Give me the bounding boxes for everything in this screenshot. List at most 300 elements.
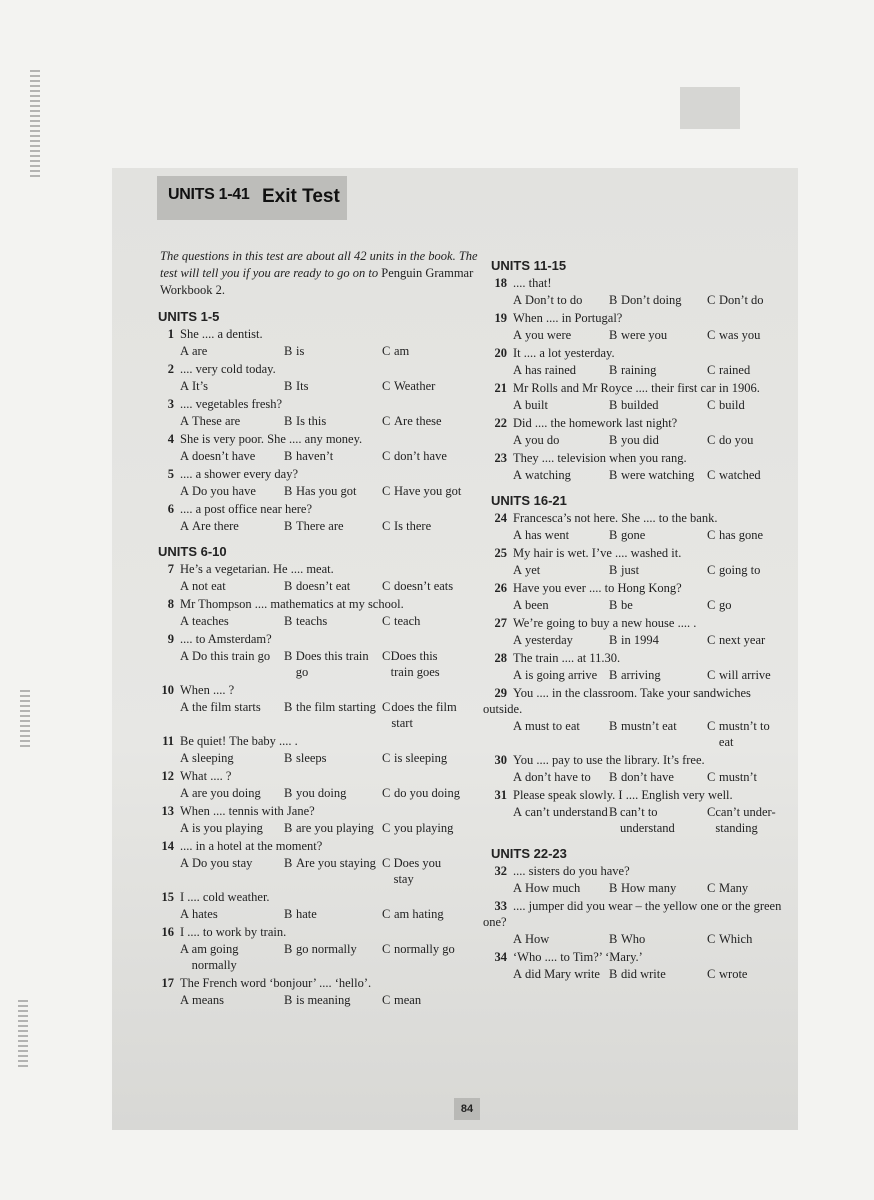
option-b	[284, 648, 382, 680]
question-text: We’re going to buy a new house .... .	[513, 616, 697, 630]
question-text: They .... television when you rang.	[513, 451, 687, 465]
option-a	[513, 667, 609, 683]
intro-italic: The questions in this test are about all 42 units in the book. The test will tell you if you are ready to go on to	[160, 249, 478, 280]
question	[483, 650, 793, 666]
option-text: don’t have to	[525, 770, 591, 784]
option-a	[513, 527, 609, 543]
option-letter: B	[284, 786, 293, 800]
question	[150, 631, 480, 647]
option-a	[180, 578, 284, 594]
option-a	[513, 397, 609, 413]
question-number: 32	[494, 864, 507, 878]
question	[483, 949, 793, 965]
answer-options	[180, 820, 480, 836]
answer-options	[513, 880, 793, 896]
question-number: 3	[167, 397, 174, 411]
option-letter: A	[513, 293, 523, 307]
option-b	[609, 527, 707, 543]
option-text: don’t have	[394, 449, 447, 463]
option-text: How much	[525, 881, 581, 895]
question-text: .... jumper did you wear – the yellow one or the green one?	[483, 899, 782, 929]
option-text: am going normally	[191, 942, 239, 972]
option-letter: A	[180, 484, 190, 498]
option-letter: B	[609, 468, 618, 482]
option-letter: C	[382, 786, 391, 800]
option-text: rained	[719, 363, 751, 377]
question-number: 20	[494, 346, 507, 360]
page-number: 84	[454, 1098, 480, 1120]
option-text: just	[621, 563, 640, 577]
answer-options	[513, 467, 793, 483]
option-letter: B	[284, 579, 293, 593]
option-a	[180, 378, 284, 394]
option-c	[382, 750, 462, 766]
option-b	[609, 667, 707, 683]
option-letter: B	[609, 528, 618, 542]
option-a	[180, 906, 284, 922]
option-b	[284, 578, 382, 594]
answer-options	[180, 378, 480, 394]
question	[150, 361, 480, 377]
option-letter: C	[382, 614, 391, 628]
option-b	[609, 931, 707, 947]
option-text: Its	[296, 379, 309, 393]
option-text: were watching	[621, 468, 695, 482]
option-b	[284, 820, 382, 836]
unit-heading: UNITS 11-15	[491, 258, 567, 273]
option-c	[707, 432, 787, 448]
option-letter: A	[180, 344, 190, 358]
binder-marks-top	[30, 70, 40, 180]
option-c	[707, 362, 787, 378]
option-a	[513, 432, 609, 448]
option-letter: A	[513, 433, 523, 447]
option-text: you doing	[296, 786, 347, 800]
question	[150, 768, 480, 784]
option-letter: A	[180, 786, 190, 800]
option-text: hates	[192, 907, 218, 921]
question	[483, 898, 793, 930]
option-b	[609, 632, 707, 648]
option-text: do you doing	[394, 786, 460, 800]
option-a	[180, 343, 284, 359]
option-letter: B	[609, 433, 618, 447]
option-c	[382, 613, 462, 629]
option-letter: B	[609, 881, 618, 895]
answer-options	[180, 448, 480, 464]
option-text: you were	[525, 328, 572, 342]
option-letter: C	[707, 805, 716, 819]
option-text: It’s	[192, 379, 208, 393]
option-text: build	[719, 398, 745, 412]
question-text: Did .... the homework last night?	[513, 416, 678, 430]
option-letter: B	[284, 649, 293, 663]
option-c	[382, 578, 462, 594]
option-text: am hating	[394, 907, 444, 921]
option-letter: C	[382, 856, 391, 870]
option-text: are	[192, 344, 208, 358]
question	[483, 415, 793, 431]
option-b	[284, 785, 382, 801]
question-number: 18	[494, 276, 507, 290]
option-letter: C	[707, 433, 716, 447]
question-number: 22	[494, 416, 507, 430]
option-a	[180, 613, 284, 629]
option-letter: B	[284, 942, 293, 956]
option-text: mustn’t to eat	[718, 719, 770, 749]
option-c	[382, 483, 462, 499]
option-letter: A	[513, 563, 523, 577]
question-text: ‘Who .... to Tim?’ ‘Mary.’	[513, 950, 643, 964]
left-sections	[150, 309, 480, 1008]
option-letter: A	[180, 821, 190, 835]
option-letter: B	[284, 344, 293, 358]
option-letter: B	[284, 414, 293, 428]
option-a	[513, 362, 609, 378]
option-text: teachs	[296, 614, 328, 628]
option-text: was you	[719, 328, 761, 342]
option-letter: B	[284, 700, 293, 714]
question	[150, 682, 480, 698]
option-b	[609, 467, 707, 483]
option-text: has gone	[719, 528, 764, 542]
option-c	[382, 413, 462, 429]
option-text: normally go	[394, 942, 455, 956]
option-b	[284, 750, 382, 766]
answer-options	[180, 518, 480, 534]
option-b	[284, 483, 382, 499]
question-number: 34	[494, 950, 507, 964]
question-text: What .... ?	[180, 769, 232, 783]
question-text: It .... a lot yesterday.	[513, 346, 615, 360]
option-text: are you playing	[296, 821, 374, 835]
option-letter: A	[513, 468, 523, 482]
option-c	[382, 906, 462, 922]
option-letter: C	[707, 719, 716, 733]
question-text: You .... pay to use the library. It’s free.	[513, 753, 705, 767]
option-text: yet	[525, 563, 541, 577]
unit-heading: UNITS 6-10	[158, 544, 227, 559]
question-text: .... vegetables fresh?	[180, 397, 283, 411]
binder-marks-bottom	[18, 1000, 28, 1070]
question	[483, 310, 793, 326]
question-text: .... very cold today.	[180, 362, 276, 376]
answer-options	[513, 667, 793, 683]
option-text: is sleeping	[394, 751, 448, 765]
option-b	[609, 397, 707, 413]
option-text: the film starts	[192, 700, 261, 714]
option-text: teach	[394, 614, 421, 628]
option-text: can’t to understand	[619, 805, 675, 835]
option-letter: C	[382, 344, 391, 358]
option-a	[513, 597, 609, 613]
answer-options	[180, 941, 480, 973]
option-text: is meaning	[296, 993, 351, 1007]
option-a	[513, 966, 609, 982]
option-text: haven’t	[296, 449, 334, 463]
option-c	[382, 518, 462, 534]
answer-options	[180, 578, 480, 594]
option-b	[609, 769, 707, 785]
unit-heading: UNITS 1-5	[158, 309, 220, 324]
question-text: .... to Amsterdam?	[180, 632, 272, 646]
option-letter: B	[609, 668, 618, 682]
option-text: mustn’t eat	[621, 719, 677, 733]
question-text: .... that!	[513, 276, 552, 290]
option-b	[609, 362, 707, 378]
option-a	[180, 941, 284, 973]
option-letter: A	[180, 414, 190, 428]
option-letter: A	[180, 700, 190, 714]
option-text: am	[394, 344, 410, 358]
option-letter: A	[180, 379, 190, 393]
answer-options	[513, 397, 793, 413]
option-text: is you playing	[192, 821, 263, 835]
option-text: means	[192, 993, 224, 1007]
option-text: Don’t to do	[525, 293, 583, 307]
title-units: UNITS 1-41	[168, 186, 250, 203]
answer-options	[513, 804, 793, 836]
question-number: 27	[494, 616, 507, 630]
question-number: 33	[494, 899, 507, 913]
question-number: 5	[167, 467, 174, 481]
question	[150, 733, 480, 749]
question-text: .... sisters do you have?	[513, 864, 630, 878]
option-text: can’t under-standing	[715, 805, 776, 835]
question-number: 9	[167, 632, 174, 646]
option-letter: A	[513, 805, 523, 819]
option-b	[284, 613, 382, 629]
option-text: can’t understand	[525, 805, 608, 819]
option-a	[180, 750, 284, 766]
option-letter: A	[180, 614, 190, 628]
question	[150, 466, 480, 482]
option-letter: B	[284, 821, 293, 835]
option-c	[707, 597, 787, 613]
option-letter: B	[609, 293, 618, 307]
question-number: 31	[494, 788, 507, 802]
option-b	[609, 327, 707, 343]
option-b	[284, 941, 382, 973]
option-a	[513, 632, 609, 648]
option-text: doesn’t eat	[296, 579, 351, 593]
option-text: the film starting	[296, 700, 376, 714]
option-letter: B	[609, 328, 618, 342]
question-number: 28	[494, 651, 507, 665]
answer-options	[513, 718, 793, 750]
option-letter: B	[284, 449, 293, 463]
option-b	[284, 343, 382, 359]
option-c	[707, 667, 787, 683]
answer-options	[180, 906, 480, 922]
question-number: 2	[167, 362, 174, 376]
option-text: Is this	[296, 414, 327, 428]
option-b	[284, 992, 382, 1008]
option-text: do you	[719, 433, 754, 447]
question-number: 24	[494, 511, 507, 525]
option-text: were you	[621, 328, 668, 342]
answer-options	[513, 597, 793, 613]
option-letter: B	[609, 633, 618, 647]
question-number: 11	[162, 734, 174, 748]
question-number: 4	[167, 432, 174, 446]
option-text: wrote	[719, 967, 748, 981]
option-letter: B	[609, 563, 618, 577]
question	[483, 275, 793, 291]
option-letter: C	[707, 563, 716, 577]
option-letter: B	[609, 932, 618, 946]
unit-heading: UNITS 16-21	[491, 493, 567, 508]
option-text: Does this train goes	[390, 649, 440, 679]
option-letter: A	[513, 668, 523, 682]
option-letter: A	[180, 907, 190, 921]
option-b	[284, 518, 382, 534]
option-b	[284, 413, 382, 429]
option-text: Who	[621, 932, 646, 946]
option-b	[609, 718, 707, 750]
question-number: 7	[167, 562, 174, 576]
option-c	[707, 880, 787, 896]
question-number: 8	[167, 597, 174, 611]
question-text: He’s a vegetarian. He .... meat.	[180, 562, 334, 576]
option-letter: B	[609, 805, 618, 819]
option-b	[609, 432, 707, 448]
option-a	[180, 518, 284, 534]
question-text: .... in a hotel at the moment?	[180, 839, 323, 853]
option-a	[513, 880, 609, 896]
option-c	[382, 992, 462, 1008]
answer-options	[513, 362, 793, 378]
option-letter: A	[513, 967, 523, 981]
option-text: been	[525, 598, 549, 612]
option-text: be	[621, 598, 633, 612]
option-letter: A	[180, 751, 190, 765]
option-c	[707, 769, 787, 785]
option-text: Do this train go	[192, 649, 271, 663]
question-text: She is very poor. She .... any money.	[180, 432, 363, 446]
page-title: Exit Test	[262, 186, 340, 207]
question-text: I .... to work by train.	[180, 925, 287, 939]
option-a	[180, 699, 284, 731]
option-text: builded	[621, 398, 659, 412]
option-letter: C	[707, 668, 716, 682]
option-a	[180, 820, 284, 836]
option-text: yesterday	[525, 633, 573, 647]
option-b	[284, 855, 382, 887]
answer-options	[180, 483, 480, 499]
question	[150, 975, 480, 991]
option-a	[180, 648, 284, 680]
answer-options	[513, 632, 793, 648]
option-text: Don’t do	[719, 293, 764, 307]
option-letter: C	[707, 881, 716, 895]
right-sections	[483, 258, 793, 982]
option-letter: A	[180, 579, 190, 593]
option-letter: B	[609, 719, 618, 733]
option-letter: A	[513, 633, 523, 647]
option-text: hate	[296, 907, 317, 921]
option-c	[382, 378, 462, 394]
option-text: mustn’t	[719, 770, 757, 784]
option-b	[609, 880, 707, 896]
answer-options	[180, 750, 480, 766]
question-text: Be quiet! The baby .... .	[180, 734, 298, 748]
option-c	[707, 931, 787, 947]
option-letter: A	[513, 881, 523, 895]
option-letter: B	[609, 398, 618, 412]
option-letter: C	[382, 907, 391, 921]
question-number: 14	[161, 839, 174, 853]
answer-options	[180, 413, 480, 429]
option-letter: B	[284, 856, 293, 870]
answer-options	[513, 562, 793, 578]
option-c	[707, 397, 787, 413]
option-c	[382, 648, 462, 680]
option-a	[180, 992, 284, 1008]
option-text: must to eat	[525, 719, 580, 733]
option-letter: B	[284, 907, 293, 921]
question-text: The train .... at 11.30.	[513, 651, 621, 665]
option-text: watched	[719, 468, 761, 482]
question	[150, 431, 480, 447]
option-text: in 1994	[621, 633, 659, 647]
question-text: .... a shower every day?	[180, 467, 299, 481]
option-letter: C	[382, 414, 391, 428]
option-text: arriving	[621, 668, 661, 682]
option-a	[180, 785, 284, 801]
option-c	[707, 327, 787, 343]
option-b	[609, 804, 707, 836]
option-letter: B	[284, 519, 293, 533]
option-text: Have you got	[394, 484, 462, 498]
option-text: you playing	[394, 821, 454, 835]
option-letter: A	[513, 398, 523, 412]
question	[483, 510, 793, 526]
option-letter: B	[284, 614, 293, 628]
question-number: 15	[161, 890, 174, 904]
option-b	[284, 699, 382, 731]
option-text: raining	[621, 363, 657, 377]
option-c	[707, 966, 787, 982]
question	[150, 889, 480, 905]
option-text: will arrive	[719, 668, 771, 682]
option-letter: C	[707, 398, 716, 412]
option-text: Do you stay	[192, 856, 253, 870]
option-text: does the film start	[391, 700, 457, 730]
option-letter: C	[382, 519, 391, 533]
question-text: Mr Rolls and Mr Royce .... their first car in 1906.	[513, 381, 760, 395]
left-column	[150, 248, 480, 1010]
option-letter: A	[180, 449, 190, 463]
option-text: Weather	[394, 379, 436, 393]
option-b	[609, 966, 707, 982]
question-number: 19	[494, 311, 507, 325]
question-text: When .... ?	[180, 683, 235, 697]
option-letter: B	[609, 770, 618, 784]
option-letter: A	[180, 942, 190, 956]
option-a	[513, 467, 609, 483]
option-letter: C	[707, 932, 716, 946]
option-letter: B	[284, 993, 293, 1007]
option-text: Are there	[192, 519, 239, 533]
option-letter: C	[382, 449, 391, 463]
option-letter: A	[513, 363, 523, 377]
question-number: 1	[167, 327, 174, 341]
option-text: Are these	[394, 414, 442, 428]
question	[483, 580, 793, 596]
option-letter: A	[180, 649, 190, 663]
option-text: Are you staying	[296, 856, 376, 870]
